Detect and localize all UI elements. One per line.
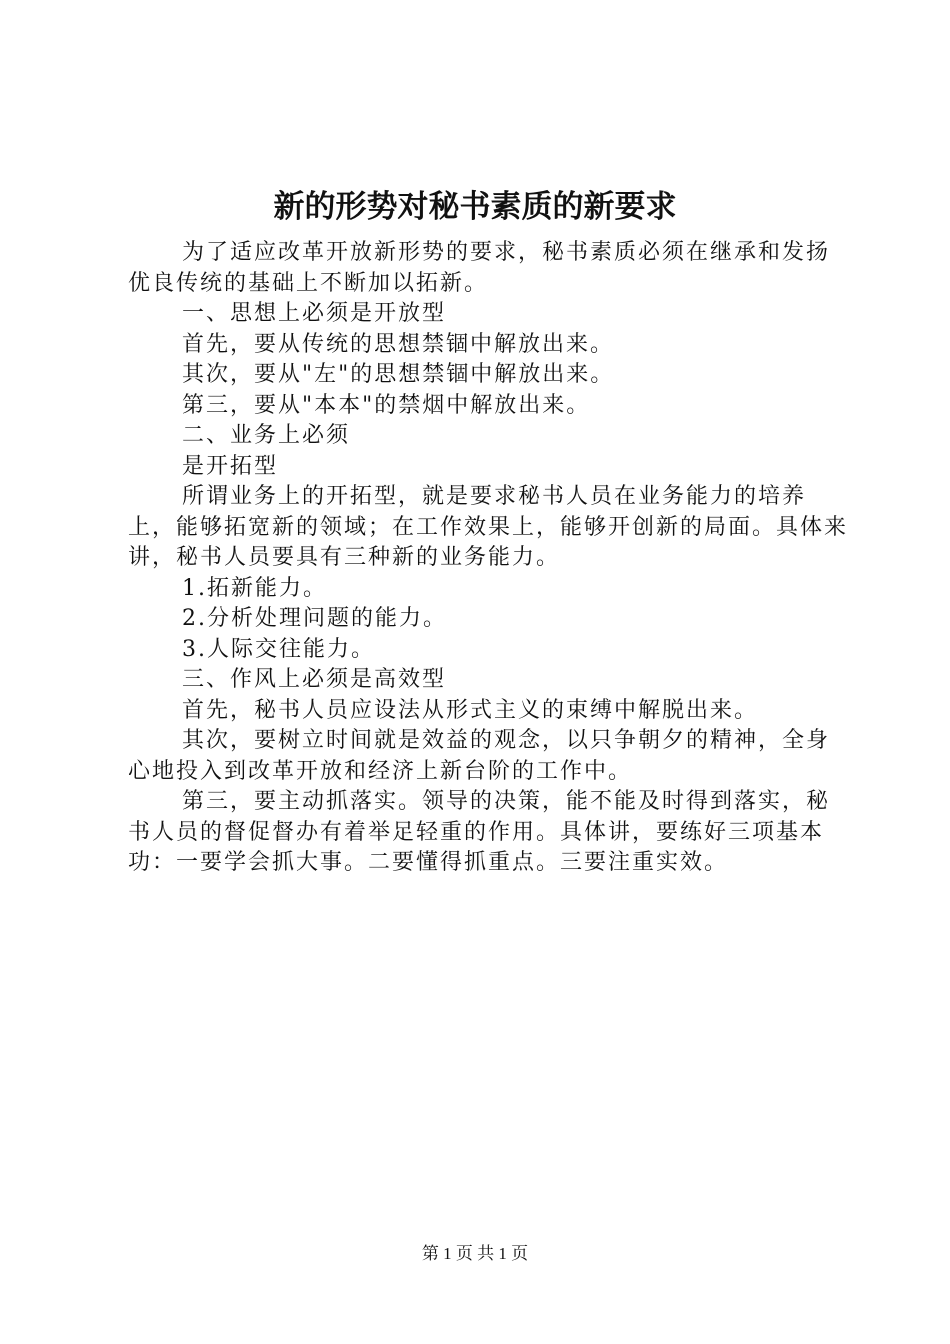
list-item: 2.分析处理问题的能力。 [182, 606, 447, 631]
paragraph-item: 首先，秘书人员应设法从形式主义的束缚中解脱出来。 [182, 697, 759, 723]
page-footer: 第 1 页 共 1 页 [421, 1244, 529, 1263]
section-heading-1: 一、思想上必须是开放型 [182, 301, 447, 326]
section-heading-2-continued: 是开拓型 [182, 453, 279, 479]
section-heading-2: 二、业务上必须 [182, 423, 351, 448]
paragraph-item: 第三，要从"本本"的禁烟中解放出来。 [182, 392, 591, 418]
document-title: 新的形势对秘书素质的新要求 [273, 189, 677, 225]
paragraph-item: 首先，要从传统的思想禁锢中解放出来。 [182, 331, 615, 357]
paragraph-item: 第三，要主动抓落实。领导的决策，能不能及时得到落实，秘书人员的督促督办有着举足轻重的作用。具体讲，要练好三项基本功：一要学会抓大事。二要懂得抓重点。三要注重实效。 [128, 789, 831, 875]
list-item: 1.拓新能力。 [182, 575, 327, 601]
paragraph-intro: 为了适应改革开放新形势的要求，秘书素质必须在继承和发扬优良传统的基础上不断加以拓新。 [128, 240, 831, 296]
paragraph-item: 其次，要树立时间就是效益的观念，以只争朝夕的精神，全身心地投入到改革开放和经济上新台阶的工作中。 [128, 728, 831, 784]
list-item: 3.人际交往能力。 [182, 636, 375, 662]
paragraph-item: 所谓业务上的开拓型，就是要求秘书人员在业务能力的培养上，能够拓宽新的领域；在工作效果上，能够开创新的局面。具体来讲，秘书人员要具有三种新的业务能力。 [128, 484, 849, 570]
section-heading-3: 三、作风上必须是高效型 [182, 667, 447, 692]
document-body [128, 238, 848, 879]
paragraph-item: 其次，要从"左"的思想禁锢中解放出来。 [182, 362, 615, 387]
